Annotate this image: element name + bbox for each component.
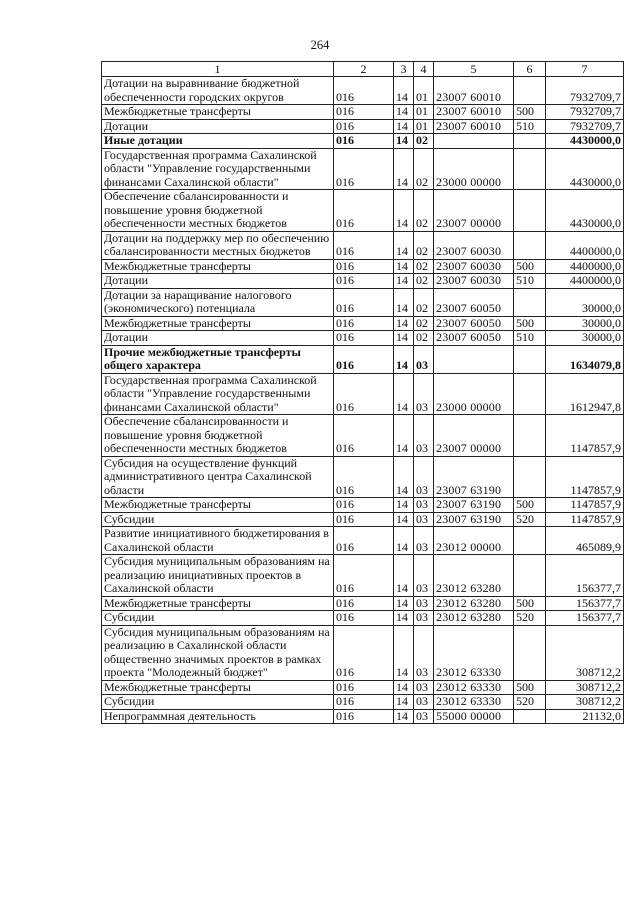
row-grbs-cell: 016: [334, 331, 394, 346]
row-target-article-cell: 23007 00000: [434, 190, 514, 232]
row-amount-cell: 21132,0: [546, 709, 624, 724]
row-section-cell: 14: [394, 274, 414, 289]
row-section-cell: 14: [394, 695, 414, 710]
row-section-cell: 14: [394, 259, 414, 274]
table-row: [102, 373, 624, 415]
row-target-article-cell: 23007 63190: [434, 512, 514, 527]
row-expense-type-cell: [514, 134, 546, 149]
row-grbs-cell: 016: [334, 680, 394, 695]
header-cell: 3: [394, 62, 414, 77]
row-amount-cell: 156377,7: [546, 611, 624, 626]
table-row: [102, 148, 624, 190]
row-subsection-cell: 03: [414, 611, 434, 626]
row-subsection-cell: 01: [414, 105, 434, 120]
row-name-cell: Субсидия муниципальным образованиям на реализацию инициативных проектов в Сахалинской области: [102, 555, 334, 597]
row-name-cell: Субсидия муниципальным образованиям на реализацию в Сахалинской области общественно значимых проектов в рамках проекта "Молодежный бюджет": [102, 625, 334, 680]
table-row: [102, 415, 624, 457]
row-grbs-cell: 016: [334, 596, 394, 611]
row-expense-type-cell: [514, 456, 546, 498]
row-grbs-cell: 016: [334, 119, 394, 134]
row-name-cell: Непрограммная деятельность: [102, 709, 334, 724]
row-grbs-cell: 016: [334, 695, 394, 710]
row-target-article-cell: 23012 63280: [434, 596, 514, 611]
row-amount-cell: 1612947,8: [546, 373, 624, 415]
table-row: [102, 611, 624, 626]
row-grbs-cell: 016: [334, 625, 394, 680]
row-section-cell: 14: [394, 105, 414, 120]
row-subsection-cell: 02: [414, 259, 434, 274]
row-subsection-cell: 03: [414, 709, 434, 724]
row-name-cell: Дотации на поддержку мер по обеспечению сбалансированности местных бюджетов: [102, 231, 334, 259]
row-target-article-cell: 23007 60050: [434, 288, 514, 316]
row-amount-cell: 4430000,0: [546, 134, 624, 149]
row-section-cell: 14: [394, 456, 414, 498]
row-subsection-cell: 01: [414, 119, 434, 134]
row-section-cell: 14: [394, 119, 414, 134]
row-subsection-cell: 02: [414, 190, 434, 232]
row-name-cell: Развитие инициативного бюджетирования в Сахалинской области: [102, 527, 334, 555]
row-subsection-cell: 03: [414, 415, 434, 457]
row-expense-type-cell: [514, 77, 546, 105]
row-grbs-cell: 016: [334, 316, 394, 331]
budget-table: [101, 61, 624, 724]
row-amount-cell: 1147857,9: [546, 415, 624, 457]
row-target-article-cell: 23012 63280: [434, 555, 514, 597]
row-section-cell: 14: [394, 231, 414, 259]
row-name-cell: Субсидии: [102, 611, 334, 626]
row-section-cell: 14: [394, 680, 414, 695]
row-subsection-cell: 02: [414, 134, 434, 149]
row-target-article-cell: 23007 60030: [434, 259, 514, 274]
row-section-cell: 14: [394, 331, 414, 346]
row-name-cell: Государственная программа Сахалинской области "Управление государственными финансами Сахалинской области": [102, 148, 334, 190]
row-grbs-cell: 016: [334, 611, 394, 626]
row-subsection-cell: 03: [414, 680, 434, 695]
row-amount-cell: 4400000,0: [546, 259, 624, 274]
row-amount-cell: 4400000,0: [546, 274, 624, 289]
row-expense-type-cell: 500: [514, 316, 546, 331]
row-section-cell: 14: [394, 77, 414, 105]
row-target-article-cell: 23007 60010: [434, 119, 514, 134]
row-grbs-cell: 016: [334, 709, 394, 724]
header-cell: 2: [334, 62, 394, 77]
row-target-article-cell: 23012 63330: [434, 680, 514, 695]
row-subsection-cell: 03: [414, 527, 434, 555]
row-section-cell: 14: [394, 625, 414, 680]
row-section-cell: 14: [394, 512, 414, 527]
row-grbs-cell: 016: [334, 415, 394, 457]
row-grbs-cell: 016: [334, 274, 394, 289]
row-target-article-cell: 23012 63330: [434, 695, 514, 710]
row-grbs-cell: 016: [334, 148, 394, 190]
row-subsection-cell: 03: [414, 596, 434, 611]
row-amount-cell: 30000,0: [546, 288, 624, 316]
row-target-article-cell: [434, 345, 514, 373]
row-subsection-cell: 02: [414, 274, 434, 289]
row-expense-type-cell: [514, 288, 546, 316]
row-expense-type-cell: 510: [514, 119, 546, 134]
row-grbs-cell: 016: [334, 555, 394, 597]
row-name-cell: Дотации: [102, 119, 334, 134]
row-expense-type-cell: 520: [514, 695, 546, 710]
row-expense-type-cell: 510: [514, 331, 546, 346]
row-amount-cell: 308712,2: [546, 695, 624, 710]
row-target-article-cell: [434, 134, 514, 149]
row-subsection-cell: 03: [414, 498, 434, 513]
row-name-cell: Межбюджетные трансферты: [102, 259, 334, 274]
row-name-cell: Обеспечение сбалансированности и повышение уровня бюджетной обеспеченности местных бюджетов: [102, 190, 334, 232]
row-target-article-cell: 23000 00000: [434, 373, 514, 415]
row-section-cell: 14: [394, 527, 414, 555]
header-cell: 6: [514, 62, 546, 77]
row-section-cell: 14: [394, 134, 414, 149]
row-grbs-cell: 016: [334, 105, 394, 120]
table-row: [102, 331, 624, 346]
row-section-cell: 14: [394, 373, 414, 415]
row-target-article-cell: 23012 63330: [434, 625, 514, 680]
row-section-cell: 14: [394, 709, 414, 724]
page-number: 264: [310, 38, 330, 52]
row-amount-cell: 7932709,7: [546, 105, 624, 120]
row-expense-type-cell: 520: [514, 611, 546, 626]
row-expense-type-cell: [514, 527, 546, 555]
header-cell: 4: [414, 62, 434, 77]
row-grbs-cell: 016: [334, 498, 394, 513]
row-target-article-cell: 23000 00000: [434, 148, 514, 190]
row-target-article-cell: 23007 60010: [434, 105, 514, 120]
row-amount-cell: 7932709,7: [546, 119, 624, 134]
header-cell: 7: [546, 62, 624, 77]
row-subsection-cell: 02: [414, 316, 434, 331]
table-row: [102, 190, 624, 232]
row-amount-cell: 30000,0: [546, 316, 624, 331]
table-row: [102, 527, 624, 555]
row-target-article-cell: 23012 63280: [434, 611, 514, 626]
row-name-cell: Межбюджетные трансферты: [102, 105, 334, 120]
row-section-cell: 14: [394, 498, 414, 513]
header-cell: 5: [434, 62, 514, 77]
header-cell: 1: [102, 62, 334, 77]
row-amount-cell: 156377,7: [546, 555, 624, 597]
table-row: [102, 709, 624, 724]
row-name-cell: Государственная программа Сахалинской области "Управление государственными финансами Сахалинской области": [102, 373, 334, 415]
table-row: [102, 316, 624, 331]
row-grbs-cell: 016: [334, 345, 394, 373]
row-expense-type-cell: [514, 625, 546, 680]
row-section-cell: 14: [394, 288, 414, 316]
row-name-cell: Прочие межбюджетные трансферты общего характера: [102, 345, 334, 373]
row-target-article-cell: 23007 60030: [434, 231, 514, 259]
table-row: [102, 512, 624, 527]
row-target-article-cell: 23007 60030: [434, 274, 514, 289]
row-amount-cell: 7932709,7: [546, 77, 624, 105]
row-target-article-cell: 23007 00000: [434, 415, 514, 457]
table-row: [102, 77, 624, 105]
row-amount-cell: 4400000,0: [546, 231, 624, 259]
row-name-cell: Межбюджетные трансферты: [102, 596, 334, 611]
table-row: [102, 596, 624, 611]
row-subsection-cell: 03: [414, 345, 434, 373]
row-amount-cell: 1634079,8: [546, 345, 624, 373]
row-expense-type-cell: 500: [514, 680, 546, 695]
row-amount-cell: 156377,7: [546, 596, 624, 611]
row-amount-cell: 1147857,9: [546, 512, 624, 527]
row-amount-cell: 1147857,9: [546, 498, 624, 513]
row-expense-type-cell: [514, 415, 546, 457]
row-section-cell: 14: [394, 611, 414, 626]
row-amount-cell: 4430000,0: [546, 190, 624, 232]
row-name-cell: Межбюджетные трансферты: [102, 316, 334, 331]
row-subsection-cell: 03: [414, 456, 434, 498]
row-name-cell: Дотации за наращивание налогового (экономического) потенциала: [102, 288, 334, 316]
row-target-article-cell: 23007 63190: [434, 456, 514, 498]
row-section-cell: 14: [394, 596, 414, 611]
row-name-cell: Иные дотации: [102, 134, 334, 149]
table-body: [102, 77, 624, 724]
row-target-article-cell: 23007 60010: [434, 77, 514, 105]
row-amount-cell: 308712,2: [546, 680, 624, 695]
row-section-cell: 14: [394, 415, 414, 457]
row-target-article-cell: 23007 63190: [434, 498, 514, 513]
row-grbs-cell: 016: [334, 231, 394, 259]
table-row: [102, 259, 624, 274]
table-row: [102, 231, 624, 259]
row-subsection-cell: 03: [414, 625, 434, 680]
row-name-cell: Субсидии: [102, 512, 334, 527]
row-section-cell: 14: [394, 345, 414, 373]
row-subsection-cell: 02: [414, 148, 434, 190]
table-row: [102, 695, 624, 710]
row-expense-type-cell: [514, 373, 546, 415]
row-grbs-cell: 016: [334, 259, 394, 274]
row-subsection-cell: 03: [414, 555, 434, 597]
row-subsection-cell: 01: [414, 77, 434, 105]
table-row: [102, 498, 624, 513]
table-row: [102, 680, 624, 695]
row-section-cell: 14: [394, 316, 414, 331]
table-row: [102, 134, 624, 149]
table-row: [102, 288, 624, 316]
row-name-cell: Субсидия на осуществление функций административного центра Сахалинской области: [102, 456, 334, 498]
row-name-cell: Дотации: [102, 331, 334, 346]
row-name-cell: Дотации на выравнивание бюджетной обеспеченности городских округов: [102, 77, 334, 105]
row-name-cell: Дотации: [102, 274, 334, 289]
row-target-article-cell: 23007 60050: [434, 316, 514, 331]
row-target-article-cell: 23007 60050: [434, 331, 514, 346]
header-row: [102, 62, 624, 77]
row-subsection-cell: 03: [414, 695, 434, 710]
row-expense-type-cell: [514, 345, 546, 373]
row-target-article-cell: 23012 00000: [434, 527, 514, 555]
row-grbs-cell: 016: [334, 373, 394, 415]
row-expense-type-cell: [514, 709, 546, 724]
table-row: [102, 274, 624, 289]
table-row: [102, 105, 624, 120]
row-expense-type-cell: [514, 231, 546, 259]
row-expense-type-cell: [514, 555, 546, 597]
row-expense-type-cell: [514, 148, 546, 190]
row-grbs-cell: 016: [334, 527, 394, 555]
row-subsection-cell: 02: [414, 231, 434, 259]
row-expense-type-cell: 500: [514, 596, 546, 611]
row-grbs-cell: 016: [334, 190, 394, 232]
row-grbs-cell: 016: [334, 134, 394, 149]
row-subsection-cell: 02: [414, 331, 434, 346]
table-row: [102, 555, 624, 597]
row-expense-type-cell: 500: [514, 498, 546, 513]
table-row: [102, 456, 624, 498]
row-grbs-cell: 016: [334, 77, 394, 105]
row-name-cell: Межбюджетные трансферты: [102, 680, 334, 695]
row-expense-type-cell: 500: [514, 259, 546, 274]
table-row: [102, 345, 624, 373]
row-grbs-cell: 016: [334, 456, 394, 498]
row-expense-type-cell: 500: [514, 105, 546, 120]
row-amount-cell: 1147857,9: [546, 456, 624, 498]
row-section-cell: 14: [394, 148, 414, 190]
row-expense-type-cell: 520: [514, 512, 546, 527]
row-name-cell: Межбюджетные трансферты: [102, 498, 334, 513]
row-grbs-cell: 016: [334, 288, 394, 316]
row-grbs-cell: 016: [334, 512, 394, 527]
row-name-cell: Обеспечение сбалансированности и повышение уровня бюджетной обеспеченности местных бюджетов: [102, 415, 334, 457]
table-row: [102, 625, 624, 680]
row-subsection-cell: 03: [414, 373, 434, 415]
row-name-cell: Субсидии: [102, 695, 334, 710]
row-expense-type-cell: [514, 190, 546, 232]
row-amount-cell: 465089,9: [546, 527, 624, 555]
row-section-cell: 14: [394, 555, 414, 597]
row-amount-cell: 4430000,0: [546, 148, 624, 190]
row-target-article-cell: 55000 00000: [434, 709, 514, 724]
row-amount-cell: 308712,2: [546, 625, 624, 680]
table-row: [102, 119, 624, 134]
row-section-cell: 14: [394, 190, 414, 232]
row-subsection-cell: 03: [414, 512, 434, 527]
row-amount-cell: 30000,0: [546, 331, 624, 346]
row-subsection-cell: 02: [414, 288, 434, 316]
row-expense-type-cell: 510: [514, 274, 546, 289]
